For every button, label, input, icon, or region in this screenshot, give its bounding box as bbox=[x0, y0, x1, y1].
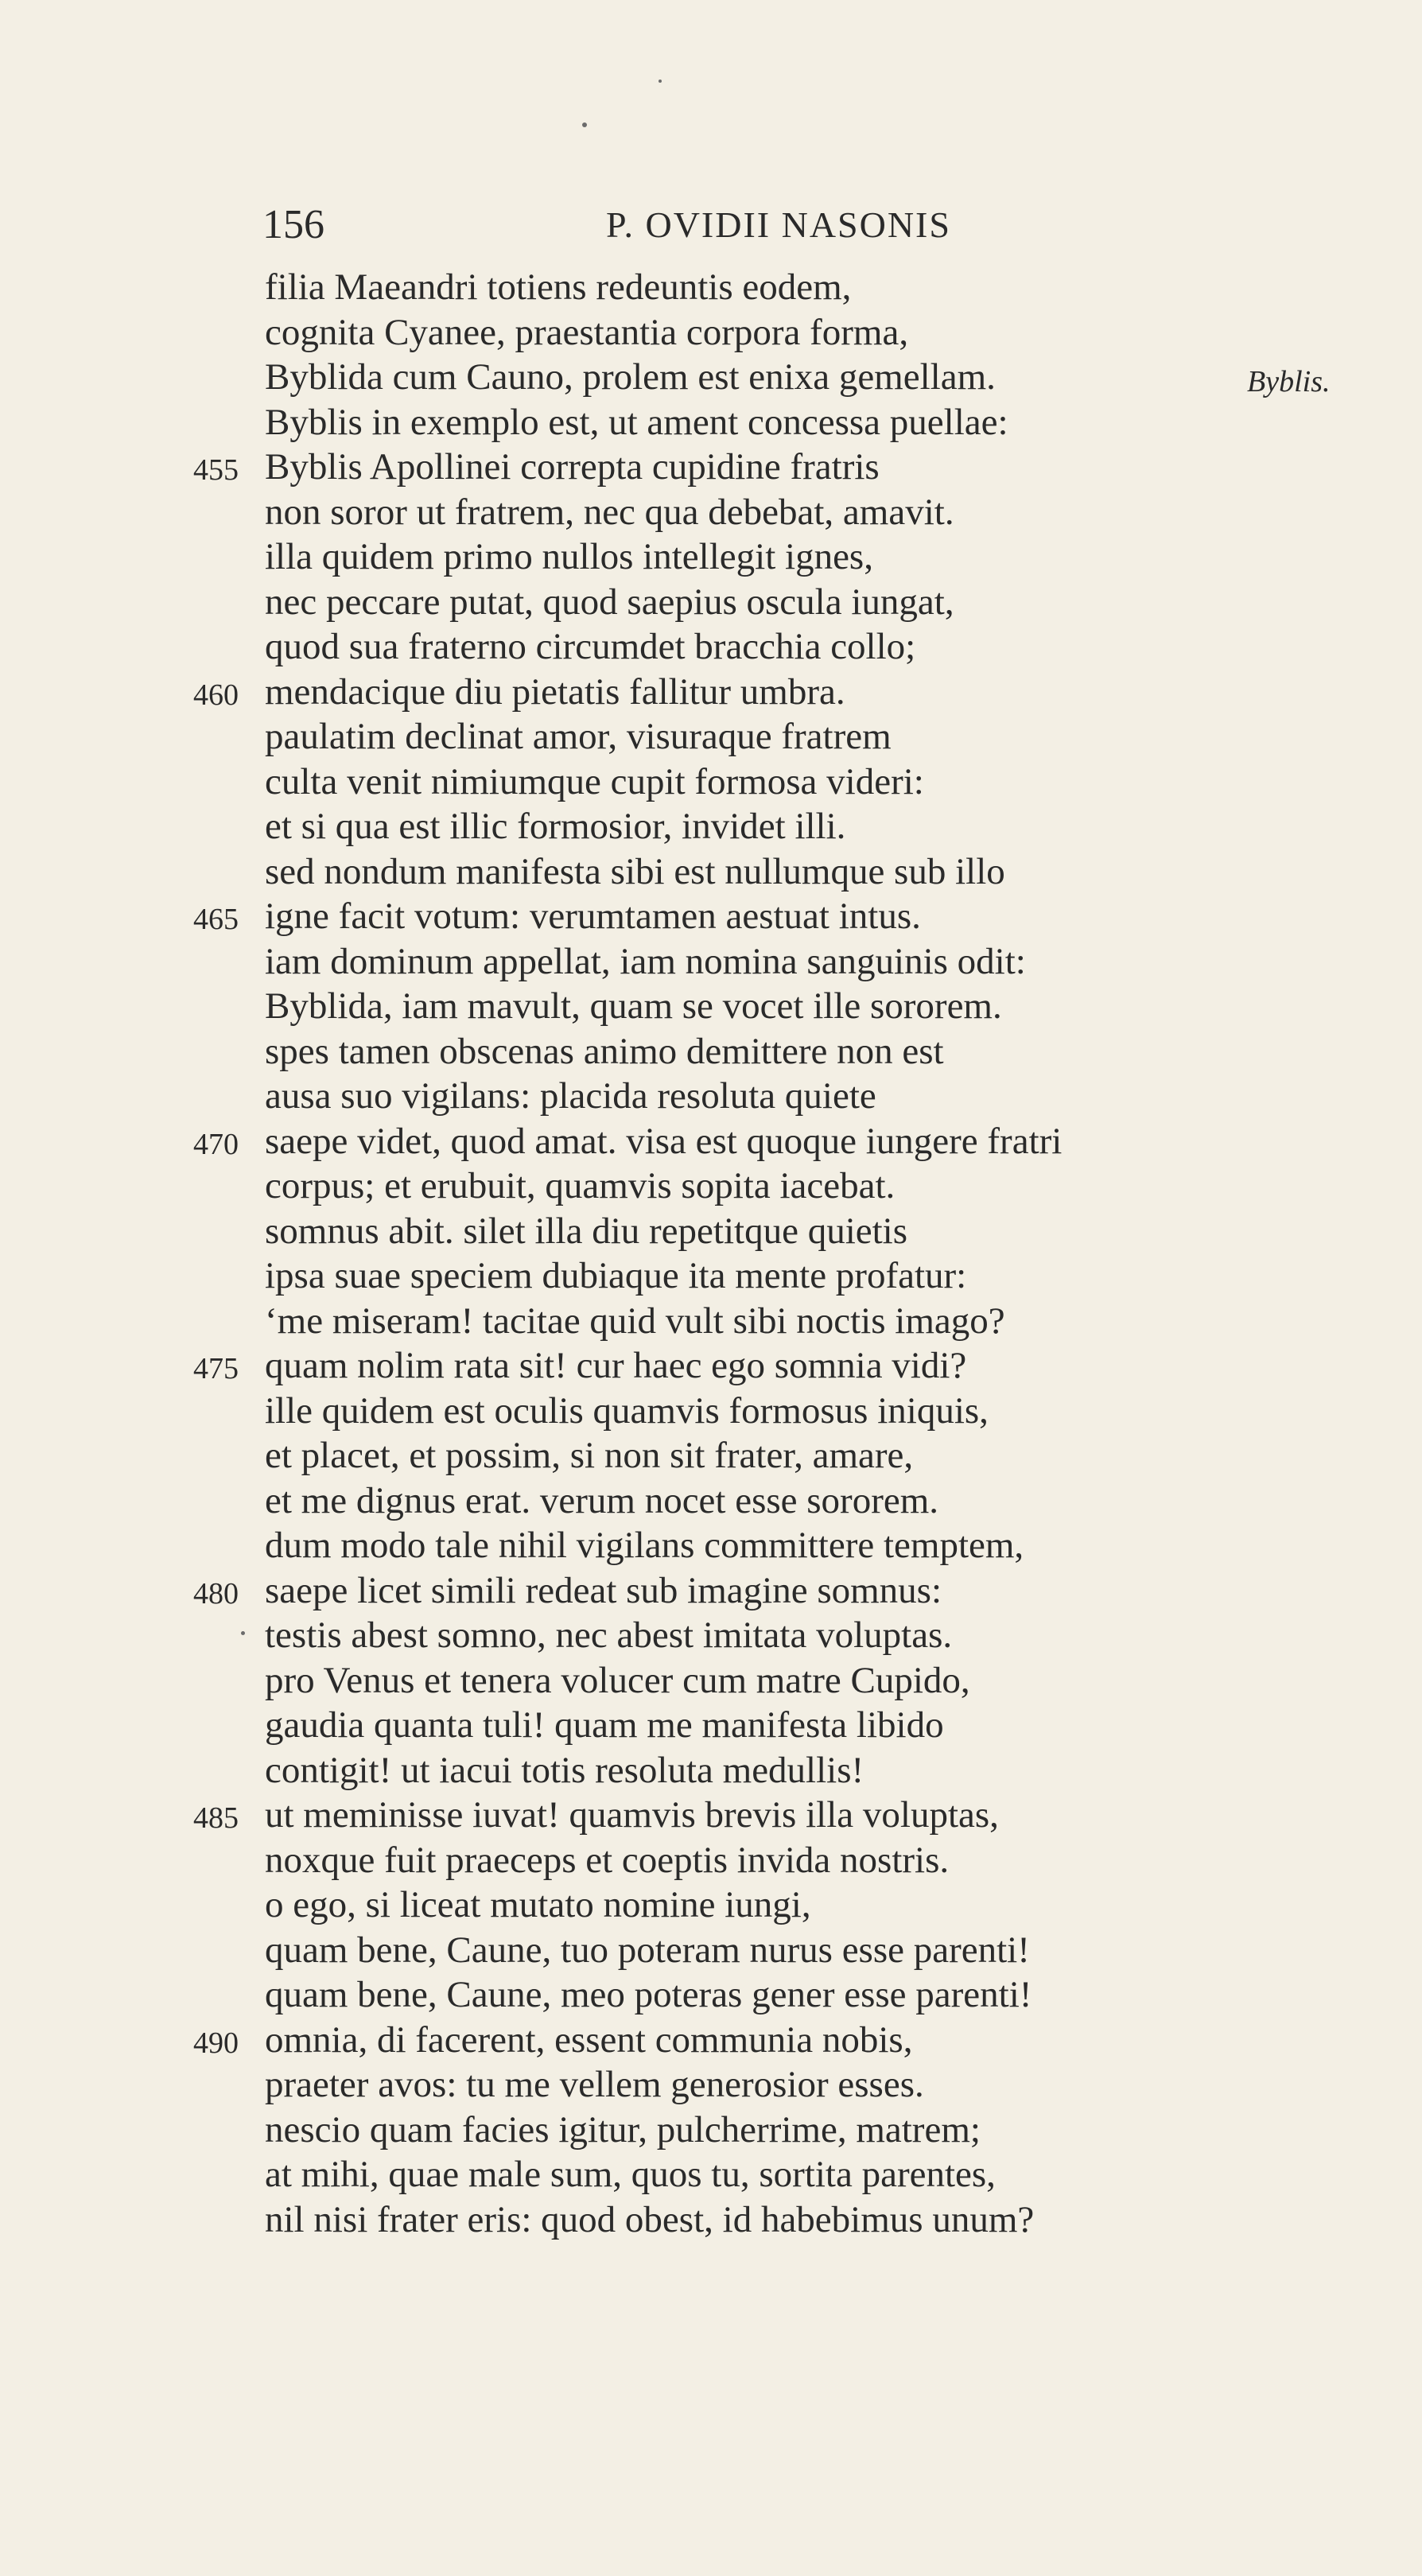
verse-line bbox=[0, 984, 1422, 1029]
verse-line-text: igne facit votum: verumtamen aestuat intus. bbox=[265, 896, 921, 937]
verse-line-text: nec peccare putat, quod saepius oscula iungat, bbox=[265, 581, 954, 623]
verse-line-text: et si qua est illic formosior, invidet illi. bbox=[265, 806, 846, 847]
verse-line bbox=[0, 1074, 1422, 1119]
verse-line bbox=[0, 265, 1422, 310]
verse-line-text: et me dignus erat. verum nocet esse sororem. bbox=[265, 1479, 939, 1521]
line-number: 490 bbox=[193, 2026, 239, 2060]
verse-line bbox=[0, 1119, 1422, 1164]
verse-line-text: non soror ut fratrem, nec qua debebat, amavit. bbox=[265, 491, 954, 533]
verse-line-text: mendacique diu pietatis fallitur umbra. bbox=[265, 670, 845, 713]
verse-line bbox=[0, 310, 1422, 356]
verse-line bbox=[0, 1882, 1422, 1928]
verse-line-text: paulatim declinat amor, visuraque fratrem bbox=[265, 716, 892, 757]
verse-line-text: culta venit nimiumque cupit formosa videri: bbox=[265, 760, 924, 802]
line-number: 465 bbox=[193, 903, 239, 936]
verse-line bbox=[0, 624, 1422, 670]
verse-line-text: saepe licet simili redeat sub imagine somnus: bbox=[265, 1569, 942, 1611]
verse-line bbox=[0, 400, 1422, 445]
verse-line bbox=[0, 534, 1422, 580]
verse-line-text: cognita Cyanee, praestantia corpora forma, bbox=[265, 311, 909, 353]
verse-line-text: ille quidem est oculis quamvis formosus iniquis, bbox=[265, 1389, 989, 1432]
ink-speck bbox=[659, 80, 662, 83]
verse-line-text: Byblis Apollinei correpta cupidine fratris bbox=[265, 446, 880, 488]
verse-line bbox=[0, 1478, 1422, 1524]
verse-line-text: filia Maeandri totiens redeuntis eodem, bbox=[265, 266, 852, 308]
verse-line bbox=[0, 1703, 1422, 1748]
line-number: 480 bbox=[193, 1576, 239, 1610]
page-number: 156 bbox=[262, 202, 324, 247]
verse-line-text: corpus; et erubuit, quamvis sopita iacebat. bbox=[265, 1165, 896, 1206]
verse-line-text: quam nolim rata sit! cur haec ego somnia vidi? bbox=[265, 1345, 967, 1386]
running-head bbox=[262, 197, 1400, 253]
verse-line-text: illa quidem primo nullos intellegit ignes, bbox=[265, 536, 873, 577]
line-number: 470 bbox=[193, 1127, 239, 1161]
verse-line-text: pro Venus et tenera volucer cum matre Cupido, bbox=[265, 1659, 970, 1701]
verse-line bbox=[0, 804, 1422, 849]
verse-line-text: omnia, di facerent, essent communia nobis, bbox=[265, 2018, 913, 2061]
verse-line bbox=[0, 849, 1422, 895]
verse-line bbox=[0, 1029, 1422, 1074]
verse-line-text: saepe videt, quod amat. visa est quoque iungere fratri bbox=[265, 1120, 1063, 1162]
verse-line bbox=[0, 894, 1422, 939]
verse-line-text: at mihi, quae male sum, quos tu, sortita parentes, bbox=[265, 2154, 996, 2195]
verse-line-text: gaudia quanta tuli! quam me manifesta libido bbox=[265, 1704, 944, 1746]
verse-line bbox=[0, 2152, 1422, 2197]
verse-line bbox=[0, 2062, 1422, 2108]
line-number: 455 bbox=[193, 453, 239, 487]
verse-line bbox=[0, 714, 1422, 760]
verse-line bbox=[0, 1433, 1422, 1478]
verse-line bbox=[0, 490, 1422, 535]
verse-line bbox=[0, 1568, 1422, 1614]
verse-line bbox=[0, 580, 1422, 625]
verse-line bbox=[0, 670, 1422, 715]
verse-line bbox=[0, 355, 1422, 400]
verse-line-text: iam dominum appellat, iam nomina sanguinis odit: bbox=[265, 940, 1026, 982]
verse-line-text: contigit! ut iacui totis resoluta medullis! bbox=[265, 1749, 864, 1791]
verse-line-text: praeter avos: tu me vellem generosior esses. bbox=[265, 2064, 924, 2105]
verse-line-text: Byblida cum Cauno, prolem est enixa gemellam. bbox=[265, 356, 996, 398]
verse-line-text: nescio quam facies igitur, pulcherrime, matrem; bbox=[265, 2108, 981, 2151]
verse-line-text: quam bene, Caune, meo poteras gener esse parenti! bbox=[265, 1974, 1032, 2015]
verse-line bbox=[0, 1389, 1422, 1434]
verse-line bbox=[0, 1972, 1422, 2018]
verse-line bbox=[0, 1838, 1422, 1883]
verse-line bbox=[0, 1748, 1422, 1793]
verse-line-text: testis abest somno, nec abest imitata voluptas. bbox=[265, 1614, 953, 1656]
verse-line-text: somnus abit. silet illa diu repetitque quietis bbox=[265, 1210, 908, 1252]
verse-line bbox=[0, 1209, 1422, 1254]
verse-line-text: ut meminisse iuvat! quamvis brevis illa voluptas, bbox=[265, 1794, 999, 1836]
verse-line bbox=[0, 939, 1422, 985]
line-number: 485 bbox=[193, 1801, 239, 1835]
verse-line-text: Byblis in exemplo est, ut ament concessa puellae: bbox=[265, 401, 1008, 443]
verse-line-text: sed nondum manifesta sibi est nullumque sub illo bbox=[265, 850, 1005, 892]
verse-line-text: nil nisi frater eris: quod obest, id habebimus unum? bbox=[265, 2198, 1035, 2240]
verse-line bbox=[0, 1793, 1422, 1838]
verse-line bbox=[0, 2018, 1422, 2063]
verse-line bbox=[0, 1613, 1422, 1658]
verse-line-text: et placet, et possim, si non sit frater, amare, bbox=[265, 1435, 914, 1476]
verse-line-text: ‘me miseram! tacitae quid vult sibi noctis imago? bbox=[265, 1300, 1005, 1342]
line-number: 475 bbox=[193, 1352, 239, 1385]
verse-line bbox=[0, 1343, 1422, 1389]
verse-line bbox=[0, 1299, 1422, 1344]
verse-line bbox=[0, 2108, 1422, 2153]
ink-speck bbox=[582, 122, 587, 127]
verse-line-text: quod sua fraterno circumdet bracchia collo; bbox=[265, 626, 916, 667]
verse-text bbox=[0, 265, 1422, 2242]
verse-line bbox=[0, 1253, 1422, 1299]
running-title: P. OVIDII NASONIS bbox=[606, 204, 951, 245]
verse-line-text: ausa suo vigilans: placida resoluta quiete bbox=[265, 1075, 876, 1117]
verse-line bbox=[0, 1658, 1422, 1704]
verse-line-text: Byblida, iam mavult, quam se vocet ille sororem. bbox=[265, 985, 1002, 1027]
verse-line-text: spes tamen obscenas animo demittere non est bbox=[265, 1030, 944, 1072]
verse-line bbox=[0, 1928, 1422, 1973]
verse-line-text: noxque fuit praeceps et coeptis invida nostris. bbox=[265, 1839, 950, 1881]
verse-line bbox=[0, 1523, 1422, 1568]
marginal-note: Byblis. bbox=[1247, 365, 1331, 398]
verse-line bbox=[0, 1164, 1422, 1209]
verse-line bbox=[0, 445, 1422, 490]
verse-line bbox=[0, 760, 1422, 805]
verse-line-text: quam bene, Caune, tuo poteram nurus esse parenti! bbox=[265, 1929, 1030, 1971]
verse-line-text: o ego, si liceat mutato nomine iungi, bbox=[265, 1884, 811, 1925]
verse-line bbox=[0, 2197, 1422, 2243]
line-number: 460 bbox=[193, 678, 239, 712]
verse-line-text: dum modo tale nihil vigilans committere temptem, bbox=[265, 1525, 1024, 1566]
verse-line-text: ipsa suae speciem dubiaque ita mente profatur: bbox=[265, 1255, 967, 1296]
